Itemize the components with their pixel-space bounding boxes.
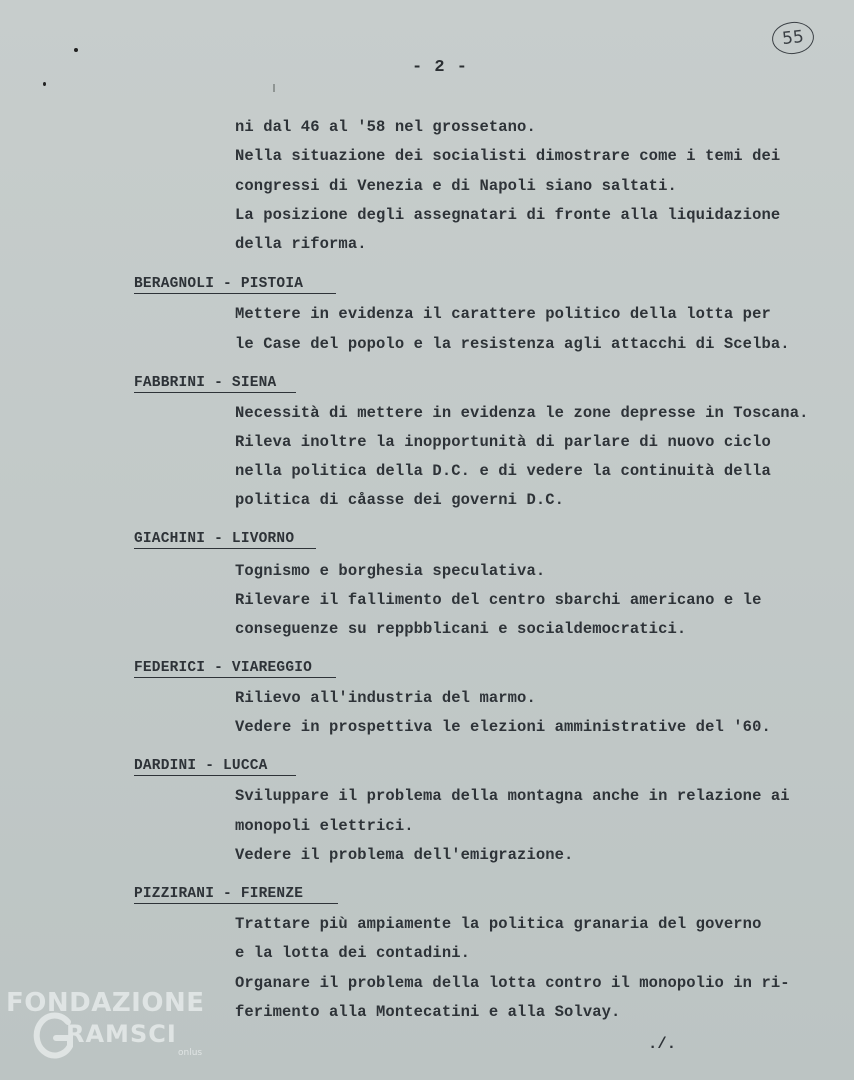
text-line: Rileva inoltre la inopportunità di parlare di nuovo ciclo	[235, 433, 771, 451]
continuation-mark: ./.	[648, 1035, 677, 1053]
text-line: Mettere in evidenza il carattere politico della lotta per	[235, 305, 771, 323]
section-heading: BERAGNOLI - PISTOIA	[134, 276, 304, 292]
text-line: Sviluppare il problema della montagna anche in relazione ai	[235, 787, 790, 805]
watermark-line1: FONDAZIONE	[6, 988, 205, 1018]
text-line: Organare il problema della lotta contro il monopolio in ri-	[235, 974, 790, 992]
text-line: Rilevare il fallimento del centro sbarchi americano e le	[235, 591, 762, 609]
text-line: politica di cåasse dei governi D.C.	[235, 491, 565, 509]
heading-underline	[134, 903, 338, 904]
text-line: Trattare più ampiamente la politica granaria del governo	[235, 915, 762, 933]
text-line: della riforma.	[235, 235, 367, 253]
text-line: La posizione degli assegnatari di fronte alla liquidazione	[235, 206, 781, 224]
ink-spot	[43, 82, 46, 86]
text-line: Vedere in prospettiva le elezioni amministrative del '60.	[235, 718, 771, 736]
text-line: ni dal 46 al '58 nel grossetano.	[235, 118, 536, 136]
text-line: Nella situazione dei socialisti dimostrare come i temi dei	[235, 147, 781, 165]
text-line: Vedere il problema dell'emigrazione.	[235, 846, 574, 864]
text-line: conseguenze su reppbblicani e socialdemocratici.	[235, 620, 687, 638]
section-heading: FABBRINI - SIENA	[134, 375, 277, 391]
heading-underline	[134, 293, 336, 294]
heading-underline	[134, 775, 296, 776]
heading-underline	[134, 392, 296, 393]
text-line: e la lotta dei contadini.	[235, 944, 471, 962]
section-heading: PIZZIRANI - FIRENZE	[134, 886, 304, 902]
fondazione-gramsci-watermark	[6, 988, 216, 1078]
text-line: le Case del popolo e la resistenza agli attacchi di Scelba.	[235, 335, 790, 353]
section-heading: DARDINI - LUCCA	[134, 758, 268, 774]
ink-mark	[273, 84, 275, 92]
section-heading: GIACHINI - LIVORNO	[134, 531, 295, 547]
text-line: Tognismo e borghesia speculativa.	[235, 562, 546, 580]
text-line: Necessità di mettere in evidenza le zone depresse in Toscana.	[235, 404, 809, 422]
ink-spot	[74, 48, 78, 52]
page-number: - 2 -	[411, 58, 468, 77]
watermark-line3: onlus	[178, 1048, 203, 1058]
watermark-line2: RAMSCI	[66, 1020, 177, 1048]
text-line: nella politica della D.C. e di vedere la continuità della	[235, 462, 771, 480]
heading-underline	[134, 548, 316, 549]
section-heading: FEDERICI - VIAREGGIO	[134, 660, 313, 676]
archive-stamp: 55	[770, 20, 815, 56]
text-line: ferimento alla Montecatini e alla Solvay.	[235, 1003, 621, 1021]
heading-underline	[134, 677, 336, 678]
text-line: Rilievo all'industria del marmo.	[235, 689, 536, 707]
text-line: congressi di Venezia e di Napoli siano saltati.	[235, 177, 677, 195]
text-line: monopoli elettrici.	[235, 817, 414, 835]
